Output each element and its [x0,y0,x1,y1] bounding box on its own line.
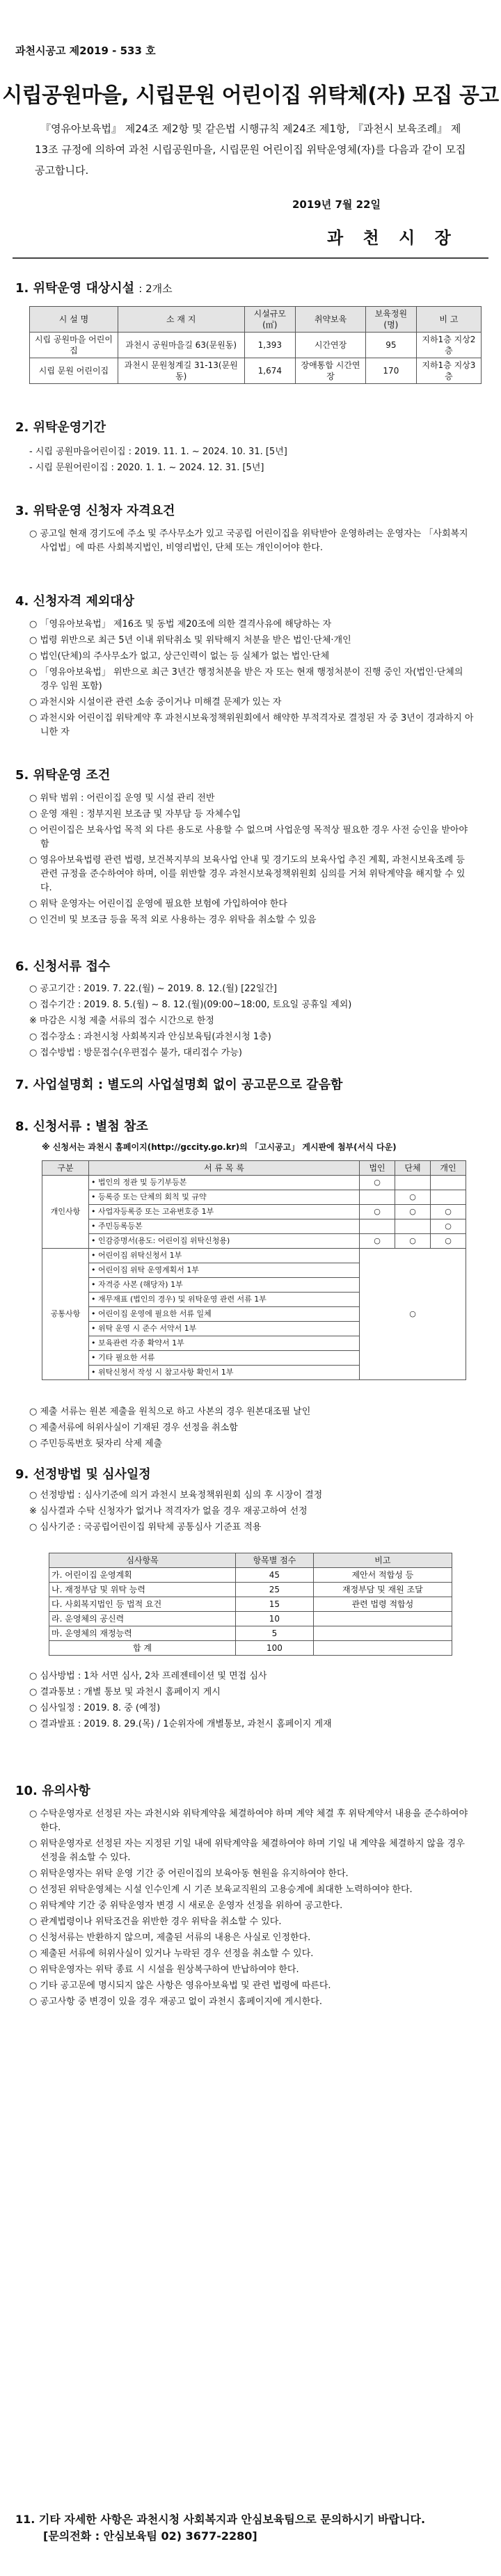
list-item: ○ 어린이집은 보육사업 목적 외 다른 용도로 사용할 수 없으며 사업운영 목적상 필요한 경우 사전 승인을 받아야 함 [29,825,468,849]
list-item: ○ 과천시와 어린이집 위탁계약 후 과천시보육정책위원회에서 해약한 부적격자로 결정된 자 중 3년이 경과하지 아니한 자 [29,713,474,737]
list-item: ○ 기타 공고문에 명시되지 않은 사항은 영유아보육법 및 관련 법령에 따른다. [29,1981,331,1991]
table-header: 보육정원(명) [365,307,416,333]
table-header: 단체 [395,1161,431,1176]
table-row: • 위탁신청서 작성 시 참고사항 확인서 1부 [42,1366,466,1380]
table-header: 비 고 [416,307,481,333]
section-9-body [29,1489,475,1537]
table-row: • 사업자등록증 또는 고유번호증 1부 ○ ○ ○ [42,1205,466,1219]
list-item: ○ 수탁운영자로 선정된 자는 과천시와 위탁계약을 체결하여야 하며 계약 체결 후 위탁계약서 내용을 준수하여야 한다. [29,1809,468,1833]
section-3-title: 3. 위탁운영 신청자 자격요건 [15,504,175,518]
list-item: ※ 심사결과 수탁 신청자가 없거나 적격자가 없을 경우 재공고하여 선정 [29,1506,308,1517]
section-4-body [29,618,475,742]
table-row: • 인감증명서(용도: 어린이집 위탁신청용) ○ ○ ○ [42,1234,466,1249]
section-9-title: 9. 선정방법 및 심사일정 [15,1467,151,1482]
list-item: ○ 인건비 및 보조금 등을 목적 외로 사용하는 경우 위탁을 취소할 수 있음 [29,915,317,925]
notice-number: 과천시공고 제2019 - 533 호 [15,45,156,57]
list-item: ○ 접수기간 : 2019. 8. 5.(월) ~ 8. 12.(월)(09:00~18:00, 토요일 공휴일 제외) [29,1000,352,1010]
list-item: ○ 「영유아보육법」 제16조 및 동법 제20조에 의한 결격사유에 해당하는 자 [29,619,332,630]
section-2-title: 2. 위탁운영기간 [15,420,106,435]
table-row: • 위탁 운영 시 준수 서약서 1부 [42,1322,466,1336]
table-row: • 어린이집 운영에 필요한 서류 일체 [42,1307,466,1322]
list-item: ○ 운영 재원 : 정부지원 보조금 및 자부담 등 자체수입 [29,809,241,819]
section-8-title: 8. 신청서류 : 별첨 참조 [15,1119,148,1134]
list-item: ○ 접수방법 : 방문접수(우편접수 불가, 대리접수 가능) [29,1048,242,1058]
section-10-title: 10. 유의사항 [15,1784,90,1798]
table-row: • 기타 필요한 서류 [42,1351,466,1366]
list-item: ○ 제출 서류는 원본 제출을 원칙으로 하고 사본의 경우 원본대조필 날인 [29,1407,311,1417]
table-row: • 어린이집 위탁 운영계획서 1부 [42,1263,466,1278]
table-row: • 주민등록등본 ○ [42,1219,466,1234]
list-item: ○ 결과통보 : 개별 통보 및 과천시 홈페이지 게시 [29,1687,221,1697]
section-9-after [29,1670,475,1734]
section-2-body [29,445,475,477]
table-header: 서 류 목 록 [89,1161,360,1176]
list-item: ○ 법인(단체)의 주사무소가 없고, 상근인력이 없는 등 실체가 없는 법인·단체 [29,651,330,662]
section-7-title: 7. 사업설명회 : 별도의 사업설명회 없이 공고문으로 갈음함 [15,1078,343,1092]
list-item: ○ 「영유아보육법」 위반으로 최근 3년간 행정처분을 받은 자 또는 현재 행정처분이 진행 중인 자(법인·단체의 경우 임원 포함) [29,667,463,691]
table-header: 심사항목 [49,1553,236,1568]
scoring-table [49,1553,452,1656]
section-3-body [29,527,475,557]
section-5-title: 5. 위탁운영 조건 [15,768,111,783]
list-item: ○ 선정된 위탁운영체는 시설 인수인계 시 기존 보육교직원의 고용승계에 최대한 노력하여야 한다. [29,1885,413,1895]
table-header: 항목별 점수 [236,1553,314,1568]
list-item: - 시립 공원마을어린이집 : 2019. 11. 1. ~ 2024. 10. 31. [5년] [29,447,287,457]
facility-table [29,306,482,384]
list-item: ○ 신청서류는 반환하지 않으며, 제출된 서류의 내용은 사실로 인정한다. [29,1933,311,1943]
table-row: 시립 공원마을 어린이집 과천시 공원마을길 63(문원동) 1,393 시간연장 95 지하1층 지상2층 [30,333,482,358]
notice-author: 과 천 시 장 [327,228,458,248]
page-title: 시립공원마을, 시립문원 어린이집 위탁체(자) 모집 공고 [2,83,499,108]
section-4-title: 4. 신청자격 제외대상 [15,594,134,609]
table-row: 라. 운영체의 공신력 10 [49,1612,452,1626]
table-header: 법인 [360,1161,395,1176]
table-header: 시 설 명 [30,307,118,333]
intro-text: 『영유아보육법』 제24조 제2항 및 같은법 시행규칙 제24조 제1항, 『과천시 보육조례』 제13조 규정에 의하여 과천 시립공원마을, 시립문원 어린이집 위탁운영체(자)를 다음과 같이 모집 공고합니다. [35,122,466,177]
list-item: ○ 위탁 범위 : 어린이집 운영 및 시설 관리 전반 [29,793,215,803]
documents-table [42,1160,466,1380]
section-1-title: 1. 위탁운영 대상시설 : 2개소 [15,281,173,296]
list-item: ※ 마감은 시청 제출 서류의 접수 시간으로 한정 [29,1016,214,1026]
table-row: • 재무재표 (법인의 경우) 및 위탁운영 관련 서류 1부 [42,1293,466,1307]
list-item: ○ 관계법령이나 위탁조건을 위반한 경우 위탁을 취소할 수 있다. [29,1917,282,1927]
list-item: ○ 제출된 서류에 허위사실이 있거나 누락된 경우 선정을 취소할 수 있다. [29,1949,314,1959]
table-row: 가. 어린이집 운영계획 45 제안서 적합성 등 [49,1568,452,1583]
list-item: ○ 위탁 운영자는 어린이집 운영에 필요한 보험에 가입하여야 한다 [29,899,287,909]
list-item: ○ 공고일 현재 경기도에 주소 및 주사무소가 있고 국공립 어린이집을 위탁받아 운영하려는 운영자는 「사회복지사업법」에 따른 사회복지법인, 비영리법인, 단체 또는 개인이어야 한다. [29,529,468,553]
list-item: ○ 위탁운영자는 위탁 운영 기간 중 어린이집의 보육아동 현원을 유지하여야 한다. [29,1869,349,1879]
list-item: ○ 주민등록번호 뒷자리 삭제 제출 [29,1439,163,1449]
table-header: 취약보육 [296,307,366,333]
section-5-body [29,792,475,929]
table-row: • 자격증 사본 (해당자) 1부 [42,1278,466,1293]
table-header: 소 재 지 [118,307,244,333]
list-item: ○ 과천시와 시설이관 관련 소송 중이거나 미해결 문제가 있는 자 [29,697,282,707]
table-row: 시립 문원 어린이집 과천시 문원청계길 31-13(문원동) 1,674 장애통합 시간연장 170 지하1층 지상3층 [30,358,482,384]
list-item: ○ 공고사항 중 변경이 있을 경우 재공고 없이 과천시 홈페이지에 게시한다. [29,1997,322,2007]
table-header: 비고 [313,1553,452,1568]
table-header: 개인 [431,1161,466,1176]
table-header: 구분 [42,1161,89,1176]
table-row: 개인사항 • 법인의 정관 및 등기부등본 ○ [42,1176,466,1190]
table-row: 공통사항 • 어린이집 위탁신청서 1부 ○ [42,1249,466,1263]
section-6-body [29,982,475,1062]
table-header: 시설규모(㎡) [244,307,296,333]
list-item: ○ 결과발표 : 2019. 8. 29.(목) / 1순위자에 개별통보, 과천시 홈페이지 게재 [29,1719,332,1729]
table-row: 마. 운영체의 재정능력 5 [49,1626,452,1641]
list-item: - 시립 문원어린이집 : 2020. 1. 1. ~ 2024. 12. 31. [5년] [29,463,264,473]
section-6-title: 6. 신청서류 접수 [15,959,111,974]
list-item: ○ 위탁계약 기간 중 위탁운영자 변경 시 새로운 운영자 선정을 위하여 공고한다. [29,1901,343,1911]
table-row: • 등록증 또는 단체의 회칙 및 규약 ○ [42,1190,466,1205]
table-row: 다. 사회복지법인 등 법적 요건 15 관련 법령 적합성 [49,1597,452,1612]
section-8-after [29,1405,475,1453]
footer-contact: 11. 기타 자세한 사항은 과천시청 사회복지과 안심보육팀으로 문의하시기 바랍니다. [문의전화 : 안심보육팀 02) 3677-2280] [15,2513,426,2543]
list-item: ○ 선정방법 : 심사기준에 의거 과천시 보육정책위원회 심의 후 시장이 결정 [29,1490,323,1501]
table-row: 합 계 100 [49,1641,452,1656]
section-10-body [29,1807,475,2011]
list-item: ○ 심사방법 : 1차 서면 심사, 2차 프레젠테이션 및 면접 심사 [29,1671,267,1681]
notice-date: 2019년 7월 22일 [292,198,381,211]
list-item: ○ 위탁운영자는 위탁 종료 시 시설을 원상복구하여 반납하여야 한다. [29,1965,299,1975]
list-item: ○ 심사기준 : 국공립어린이집 위탁체 공통심사 기준표 적용 [29,1522,262,1533]
list-item: ○ 공고기간 : 2019. 7. 22.(월) ~ 2019. 8. 12.(월) [22일간] [29,984,277,994]
list-item: ○ 법령 위반으로 최근 5년 이내 위탁취소 및 위탁해지 처분을 받은 법인·단체·개인 [29,635,351,646]
list-item: ○ 접수장소 : 과천시청 사회복지과 안심보육팀(과천시청 1층) [29,1032,271,1042]
table-row: 나. 재정부담 및 위탁 능력 25 재정부담 및 재원 조달 [49,1583,452,1597]
list-item: ○ 영유아보육법령 관련 법령, 보건복지부의 보육사업 안내 및 경기도의 보육사업 추진 계획, 과천시보육조례 등 관련 규정을 준수하여야 하며, 이를 위반할 경우 과천시보육정책위원회 심의를 거쳐 위탁계약을 해지할 수 있다. [29,855,466,893]
list-item: ○ 제출서류에 허위사실이 기재된 경우 선정을 취소함 [29,1423,238,1433]
divider [13,257,488,259]
section-8-note: ※ 신청서는 과천시 홈페이지(http://gccity.go.kr)의 「고시공고」 게시판에 첨부(서식 다운) [42,1142,397,1152]
table-row: • 보육관련 각종 확약서 1부 [42,1336,466,1351]
list-item: ○ 위탁운영자로 선정된 자는 지정된 기일 내에 위탁계약을 체결하여야 하며 기일 내 계약을 체결하지 않을 경우 선정을 취소할 수 있다. [29,1839,465,1863]
list-item: ○ 심사일정 : 2019. 8. 중 (예정) [29,1703,161,1713]
